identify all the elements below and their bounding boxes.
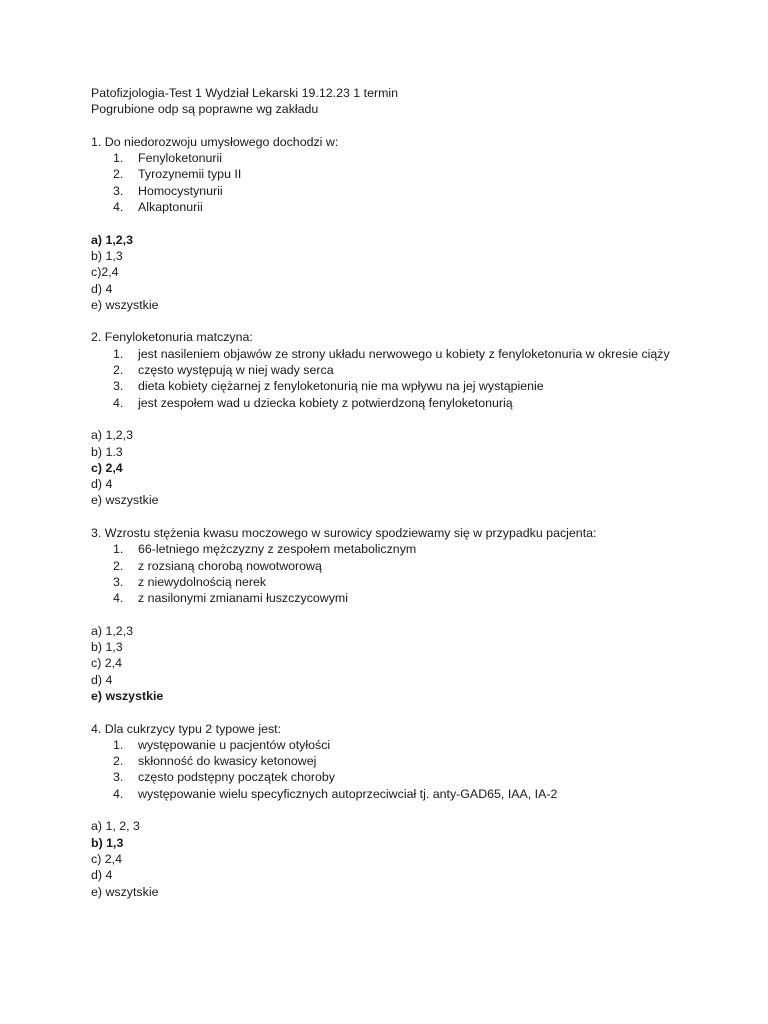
option-number: 2. — [113, 558, 124, 573]
answer-choice: e) wszytskie — [91, 884, 159, 899]
document-title: Patofizjologia-Test 1 Wydział Lekarski 19.12.23 1 termin — [91, 86, 399, 100]
option-number: 4. — [113, 786, 124, 801]
option-item — [91, 378, 731, 394]
option-item — [91, 769, 731, 785]
option-item — [91, 346, 731, 362]
answer-choice: e) wszystkie — [91, 493, 159, 508]
spacer — [91, 704, 731, 720]
answer-choice: d) 4 — [91, 672, 113, 687]
option-text: jest zespołem wad u dziecka kobiety z potwierdzoną fenyloketonurią — [138, 395, 513, 410]
answer-choice: a) 1,2,3 — [91, 428, 134, 443]
option-list — [91, 737, 731, 802]
question-block — [91, 721, 731, 917]
option-item — [91, 541, 731, 557]
option-item — [91, 737, 731, 753]
question-block — [91, 525, 731, 721]
answer-choice: d) 4 — [91, 477, 113, 492]
option-text: występowanie u pacjentów otyłości — [138, 737, 331, 752]
option-item — [91, 558, 731, 574]
option-number: 2. — [113, 363, 124, 378]
option-item — [91, 362, 731, 378]
option-number: 1. — [113, 737, 124, 752]
option-text: Tyrozynemii typu II — [138, 167, 242, 182]
answer-choice: e) wszystkie — [91, 297, 159, 312]
spacer — [91, 509, 731, 525]
option-number: 4. — [113, 591, 124, 606]
document-page — [91, 85, 731, 916]
answer-choice: a) 1, 2, 3 — [91, 819, 140, 834]
option-number: 3. — [113, 183, 124, 198]
option-text: dieta kobiety ciężarnej z fenyloketonurią nie ma wpływu na jej wystąpienie — [138, 379, 544, 394]
option-text: z rozsianą chorobą nowotworową — [138, 558, 322, 573]
document-subtitle: Pogrubione odp są poprawne wg zakładu — [91, 102, 319, 117]
answer-choice-correct: b) 1,3 — [91, 835, 124, 850]
question-text: 3. Wzrostu stężenia kwasu moczowego w surowicy spodziewamy się w przypadku pacjenta: — [91, 526, 597, 541]
option-number: 2. — [113, 167, 124, 182]
answer-choice: d) 4 — [91, 868, 113, 883]
option-item — [91, 574, 731, 590]
spacer — [91, 313, 731, 329]
option-item — [91, 395, 731, 411]
option-text: często występują w niej wady serca — [138, 363, 334, 378]
answer-choice: b) 1,3 — [91, 248, 123, 263]
option-item — [91, 183, 731, 199]
option-text: występowanie wielu specyficznych autoprzeciwciał tj. anty-GAD65, IAA, IA-2 — [138, 786, 558, 801]
option-number: 1. — [113, 346, 124, 361]
answer-choice: c) 2,4 — [91, 656, 122, 671]
answer-choice: d) 4 — [91, 281, 113, 296]
spacer — [91, 802, 731, 818]
option-text: 66-letniego mężczyzny z zespołem metabolicznym — [138, 542, 417, 557]
question-block — [91, 329, 731, 525]
question-text: 4. Dla cukrzycy typu 2 typowe jest: — [91, 721, 282, 736]
option-number: 3. — [113, 379, 124, 394]
question-text: 2. Fenyloketonuria matczyna: — [91, 330, 253, 345]
option-number: 4. — [113, 200, 124, 215]
option-text: skłonność do kwasicy ketonowej — [138, 754, 317, 769]
option-list — [91, 150, 731, 215]
question-block — [91, 134, 731, 330]
answer-choice-correct: c) 2,4 — [91, 460, 123, 475]
option-text: z niewydolnością nerek — [138, 574, 267, 589]
option-number: 2. — [113, 754, 124, 769]
option-list — [91, 346, 731, 411]
option-item — [91, 786, 731, 802]
option-list — [91, 541, 731, 606]
option-item — [91, 150, 731, 166]
option-text: Alkaptonurii — [138, 200, 203, 215]
option-text: z nasilonymi zmianami łuszczycowymi — [138, 591, 348, 606]
option-number: 3. — [113, 574, 124, 589]
spacer — [91, 411, 731, 427]
option-text: Homocystynurii — [138, 183, 223, 198]
spacer — [91, 118, 731, 134]
question-text: 1. Do niedorozwoju umysłowego dochodzi w: — [91, 134, 339, 149]
option-item — [91, 753, 731, 769]
option-item — [91, 166, 731, 182]
option-number: 1. — [113, 151, 124, 166]
spacer — [91, 607, 731, 623]
option-text: Fenyloketonurii — [138, 151, 223, 166]
option-number: 1. — [113, 542, 124, 557]
option-text: jest nasileniem objawów ze strony układu nerwowego u kobiety z fenyloketonuria w okresie ciąży — [138, 346, 670, 361]
answer-choice: a) 1,2,3 — [91, 623, 134, 638]
option-item — [91, 590, 731, 606]
answer-choice-correct: e) wszystkie — [91, 688, 164, 703]
answer-choice-correct: a) 1,2,3 — [91, 232, 134, 247]
option-number: 3. — [113, 770, 124, 785]
spacer — [91, 215, 731, 231]
answer-choice: b) 1,3 — [91, 640, 123, 655]
option-item — [91, 199, 731, 215]
answer-choice: c) 2,4 — [91, 851, 122, 866]
option-number: 4. — [113, 395, 124, 410]
answer-choice: c)2,4 — [91, 265, 119, 280]
spacer — [91, 900, 731, 916]
option-text: często podstępny początek choroby — [138, 770, 335, 785]
question-list — [91, 134, 731, 916]
answer-choice: b) 1.3 — [91, 444, 123, 459]
